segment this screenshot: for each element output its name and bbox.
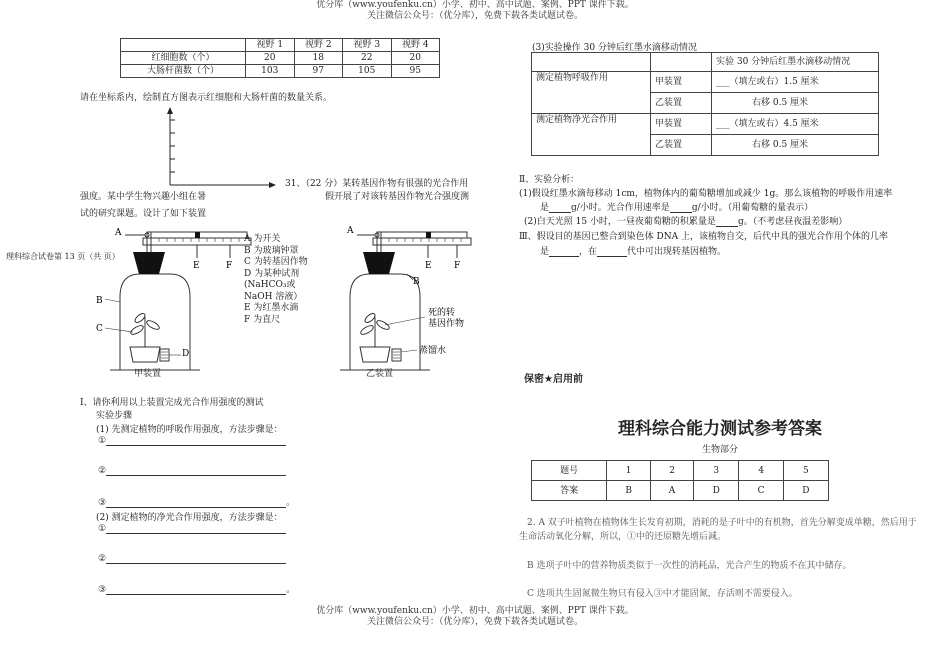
table-row bbox=[121, 65, 440, 78]
label-c: C bbox=[96, 324, 103, 334]
legend-item: A 为开关 bbox=[244, 234, 281, 244]
question-31-text-left-2: 试的研究课题。设计了如下装置 bbox=[80, 209, 207, 219]
analysis-2 bbox=[524, 214, 847, 227]
table-cell: A bbox=[650, 481, 693, 501]
device-label: 甲装置 bbox=[651, 114, 712, 135]
label-f: F bbox=[454, 261, 461, 271]
page-header bbox=[0, 0, 950, 22]
table-cell: C bbox=[739, 481, 783, 501]
table-header-cell: 视野 4 bbox=[391, 39, 440, 52]
explanation-2: 2. A 双子叶植物在植物体生长发育初期，消耗的是子叶中的有机物，首先分解变成单糖，然后用于生命活动氧化分解，所以，①中的还原糖先增后减。 bbox=[519, 518, 917, 542]
table-cell: 4 bbox=[739, 461, 783, 481]
header-line-2: 关注微信公众号：（优分库），免费下载各类试题试卷。 bbox=[366, 11, 583, 21]
legend-item: D 为某种试剂 bbox=[244, 268, 300, 279]
table-row bbox=[532, 481, 829, 501]
answer-line-1-2 bbox=[98, 466, 286, 476]
table-cell: 97 bbox=[294, 65, 343, 78]
table-cell: 95 bbox=[391, 65, 440, 78]
circle-number: ② bbox=[98, 554, 107, 564]
fill-blank[interactable] bbox=[597, 247, 627, 257]
fill-blank[interactable] bbox=[670, 203, 692, 213]
table-header-row bbox=[532, 53, 879, 72]
table-cell: 1 bbox=[607, 461, 651, 481]
steps-title: 实验步骤 bbox=[96, 411, 133, 421]
circle-number: ① bbox=[98, 436, 107, 446]
answer-table bbox=[531, 460, 829, 501]
table-cell: 2 bbox=[650, 461, 693, 481]
header-line-1: 优分库（www.youfenku.cn）小学、初中、高中试题、案例、PPT 课件下载。 bbox=[316, 0, 634, 10]
label-d: D bbox=[182, 349, 190, 359]
group-label: 测定植物净光合作用 bbox=[532, 114, 651, 156]
legend-item: (NaHCO₃或 bbox=[244, 280, 296, 290]
table-cell: 题号 bbox=[532, 461, 607, 481]
table-row bbox=[532, 461, 829, 481]
dead-plant-label-2: 基因作物 bbox=[428, 319, 465, 329]
step-1: (1) 先测定植物的呼吸作用强度，方法步骤是： bbox=[96, 425, 283, 435]
legend-item: E 为红墨水滴 bbox=[244, 303, 299, 313]
dead-plant-label-1: 死的转 bbox=[428, 308, 456, 318]
q3-title: (3)实验操作 30 分钟后红墨水滴移动情况 bbox=[532, 43, 697, 53]
question-31-text-right: 假开展了对该转基因作物光合强度测 bbox=[325, 192, 470, 202]
table-cell: D bbox=[783, 481, 828, 501]
table-cell: 5 bbox=[783, 461, 828, 481]
label-a: A bbox=[347, 226, 354, 236]
table-cell: 20 bbox=[391, 52, 440, 65]
table-cell: 103 bbox=[246, 65, 295, 78]
explanation-b: B 选项子叶中的营养物质类似于一次性的消耗品，光合产生的物质不在其中储存。 bbox=[527, 561, 852, 571]
legend-item: F 为直尺 bbox=[244, 314, 281, 325]
table-cell: 答案 bbox=[532, 481, 607, 501]
table-header-row bbox=[121, 39, 440, 52]
fill-blank[interactable] bbox=[549, 203, 571, 213]
question-i: I、请你利用以上装置完成光合作用强度的测试 bbox=[80, 398, 264, 408]
period: 。 bbox=[286, 498, 296, 508]
apparatus-a bbox=[105, 232, 251, 370]
table-header-cell: 视野 1 bbox=[246, 39, 295, 52]
device-label: 乙装置 bbox=[651, 93, 712, 114]
page-footer bbox=[0, 606, 950, 628]
analysis-3-line-2 bbox=[540, 244, 726, 257]
apparatus-legend bbox=[244, 234, 308, 326]
table-header-cell: 视野 2 bbox=[294, 39, 343, 52]
row-label: 大肠杆菌数（个） bbox=[121, 65, 246, 78]
group-label: 测定植物呼吸作用 bbox=[532, 72, 651, 114]
fill-blank[interactable] bbox=[549, 247, 579, 257]
movement-table bbox=[531, 52, 879, 156]
answer-title: 理科综合能力测试参考答案 bbox=[618, 419, 822, 439]
apparatus-b-caption: 乙装置 bbox=[366, 369, 394, 379]
table-cell: 18 bbox=[294, 52, 343, 65]
table-cell: 20 bbox=[246, 52, 295, 65]
apparatus-b bbox=[340, 232, 471, 370]
table-cell: B bbox=[607, 481, 651, 501]
answer-subtitle: 生物部分 bbox=[701, 445, 738, 455]
movement-table-header: 实验 30 分钟后红墨水滴移动情况 bbox=[712, 53, 879, 72]
answer-line-1-1 bbox=[98, 436, 286, 446]
label-b: B bbox=[413, 277, 420, 287]
text-segment: ，在 bbox=[579, 247, 598, 257]
blank-coordinate-axes bbox=[150, 105, 280, 190]
text-segment: g。（不考虑昼夜温差影响） bbox=[737, 217, 848, 227]
text-segment: 是 bbox=[540, 203, 550, 213]
table-header-cell: 视野 3 bbox=[343, 39, 392, 52]
legend-item: NaOH 溶液） bbox=[244, 291, 303, 302]
text-segment: 代中可出现转基因植物。 bbox=[627, 247, 727, 257]
answer-line-1-3 bbox=[98, 495, 295, 508]
label-f: F bbox=[226, 261, 233, 271]
table-cell: D bbox=[694, 481, 739, 501]
answer-line-2-3 bbox=[98, 582, 295, 595]
period: 。 bbox=[286, 585, 296, 595]
page-side-note: 理科综合试卷第 13 页（共 页） bbox=[6, 252, 120, 261]
apparatus-a-labels bbox=[96, 228, 232, 359]
table-cell: 3 bbox=[694, 461, 739, 481]
text-segment: (2)白天光照 15 小时，一昼夜葡萄糖的积累量是 bbox=[524, 217, 716, 227]
circle-number: ③ bbox=[98, 498, 107, 508]
row-label: 红细胞数（个） bbox=[121, 52, 246, 65]
step-2: (2) 测定植物的净光合作用强度，方法步骤是： bbox=[96, 513, 283, 523]
text-segment: g/小时。（用葡萄糖的量表示） bbox=[691, 203, 814, 213]
label-e: E bbox=[193, 261, 200, 271]
result-cell: 右移 0.5 厘米 bbox=[712, 135, 879, 156]
circle-number: ③ bbox=[98, 585, 107, 595]
fill-blank[interactable] bbox=[716, 217, 738, 227]
device-label: 甲装置 bbox=[651, 72, 712, 93]
question-31-text-left-1: 强度。某中学生物兴趣小组在暑 bbox=[80, 192, 207, 202]
cell-count-table bbox=[120, 38, 440, 78]
analysis-3-line-1: Ⅲ、假设目的基因已整合到染色体 DNA 上，该植物自交，后代中具的强光合作用个体的几率 bbox=[519, 232, 888, 242]
legend-item: C 为转基因作物 bbox=[244, 257, 308, 267]
table-header-cell bbox=[121, 39, 246, 52]
analysis-1-line-1: (1)假设红墨水滴每移动 1cm，植物体内的葡萄糖增加或减少 1g。那么该植物的呼吸作用速率 bbox=[519, 189, 893, 199]
table-row bbox=[532, 114, 879, 135]
table-cell: 22 bbox=[343, 52, 392, 65]
footer-line-1: 优分库（www.youfenku.cn）小学、初中、高中试题、案例、PPT 课件下载。 bbox=[316, 606, 634, 616]
answer-line-2-1 bbox=[98, 524, 286, 534]
label-b: B bbox=[96, 296, 103, 306]
device-label: 乙装置 bbox=[651, 135, 712, 156]
result-cell: ___（填左或右）4.5 厘米 bbox=[712, 114, 879, 135]
label-a: A bbox=[115, 228, 122, 238]
explanation-c: C 选项共生固氮微生物只有侵入③中才能固氮，存活则不需要侵入。 bbox=[527, 589, 798, 599]
result-cell: 右移 0.5 厘米 bbox=[712, 93, 879, 114]
circle-number: ① bbox=[98, 524, 107, 534]
text-segment: 是 bbox=[540, 247, 550, 257]
apparatus-a-caption: 甲装置 bbox=[134, 369, 162, 379]
answer-line-2-2 bbox=[98, 554, 286, 564]
footer-line-2: 关注微信公众号：（优分库），免费下载各类试题试卷。 bbox=[366, 617, 583, 627]
result-cell: ___（填左或右）1.5 厘米 bbox=[712, 72, 879, 93]
text-segment: g/小时。光合作用速率是 bbox=[571, 203, 670, 213]
table-cell: 105 bbox=[343, 65, 392, 78]
label-e: E bbox=[425, 261, 432, 271]
circle-number: ② bbox=[98, 466, 107, 476]
confidential-label: 保密★启用前 bbox=[524, 374, 583, 385]
coord-instruction: 请在坐标系内，绘制直方图表示红细胞和大肠杆菌的数量关系。 bbox=[80, 93, 333, 103]
table-row bbox=[121, 52, 440, 65]
analysis-title: Ⅱ、实验分析： bbox=[519, 175, 580, 185]
legend-item: B 为玻璃钟罩 bbox=[244, 245, 299, 256]
table-row bbox=[532, 72, 879, 93]
water-label: 蒸馏水 bbox=[419, 346, 447, 356]
question-31-heading: 31、（22 分）某转基因作物有很强的光合作用 bbox=[285, 179, 469, 189]
analysis-1-line-2 bbox=[540, 200, 813, 213]
